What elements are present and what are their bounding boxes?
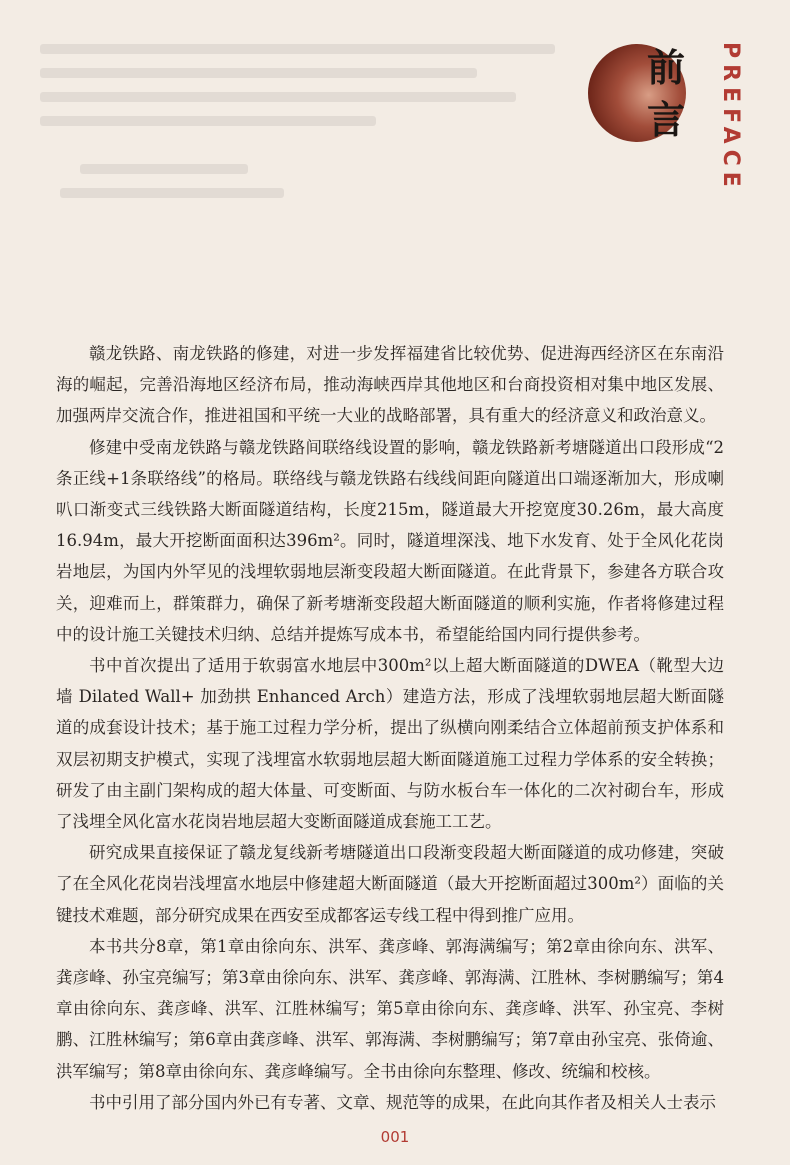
paragraph-5: 本书共分8章，第1章由徐向东、洪军、龚彦峰、郭海满编写；第2章由徐向东、洪军、龚彦峰、孙宝亮编写；第3章由徐向东、洪军、龚彦峰、郭海满、江胜林、李树鹏编写；第4章由徐向东、龚彦峰、洪军、江胜林编写；第5章由徐向东、龚彦峰、洪军、孙宝亮、李树鹏、江胜林编写；第6章由龚彦峰、洪军、郭海满、李树鹏编写；第7章由孙宝亮、张倚逾、洪军编写；第8章由徐向东、龚彦峰编写。全书由徐向东整理、修改、统编和校核。 [56,936,724,1081]
paragraph-1: 赣龙铁路、南龙铁路的修建，对进一步发挥福建省比较优势、促进海西经济区在东南沿海的崛起，完善沿海地区经济布局，推动海峡西岸其他地区和台商投资相对集中地区发展、加强两岸交流合作，推进祖国和平统一大业的战略部署，具有重大的经济意义和政治意义。 [56,344,724,426]
paragraph-4: 研究成果直接保证了赣龙复线新考塘隧道出口段渐变段超大断面隧道的成功修建，突破了在全风化花岗岩浅埋富水地层中修建超大断面隧道（最大开挖断面超过300m²）面临的关键技术难题，部分研究成果在西安至成都客运专线工程中得到推广应用。 [56,843,724,925]
paragraph-6: 书中引用了部分国内外已有专著、文章、规范等的成果，在此向其作者及相关人士表示 [89,1092,716,1112]
page-number: 001 [380,1128,410,1146]
title-char-1: 前 [646,46,685,90]
page-title [646,42,686,146]
paragraph-2: 修建中受南龙铁路与赣龙铁路间联络线设置的影响，赣龙铁路新考塘隧道出口段形成“2条正线+1条联络线”的格局。联络线与赣龙铁路右线线间距向隧道出口端逐渐加大，形成喇叭口渐变式三线铁路大断面隧道结构，长度215m，隧道最大开挖宽度30.26m，最大高度16.94m，最大开挖断面面积达396m²。同时，隧道埋深浅、地下水发育、处于全风化花岗岩地层，为国内外罕见的浅埋软弱地层渐变段超大断面隧道。在此背景下，参建各方联合攻关，迎难而上，群策群力，确保了新考塘渐变段超大断面隧道的顺利实施，作者将修建过程中的设计施工关键技术归纳、总结并提炼写成本书，希望能给国内同行提供参考。 [56,437,724,644]
page-title-english: PREFACE [718,42,743,193]
paragraph-3: 书中首次提出了适用于软弱富水地层中300m²以上超大断面隧道的DWEA（靴型大边墙 Dilated Wall+ 加劲拱 Enhanced Arch）建造方法，形成了浅埋软弱地层超大断面隧道的成套设计技术；基于施工过程力学分析，提出了纵横向刚柔结合立体超前预支护体系和双层初期支护模式，实现了浅埋富水软弱地层超大断面隧道施工过程力学体系的安全转换；研发了由主副门架构成的超大体量、可变断面、与防水板台车一体化的二次衬砌台车，形成了浅埋全风化富水花岗岩地层超大变断面隧道成套施工工艺。 [56,656,724,832]
bleed-through-text [40,30,600,260]
title-char-2: 言 [646,98,685,142]
preface-body [56,338,724,1118]
